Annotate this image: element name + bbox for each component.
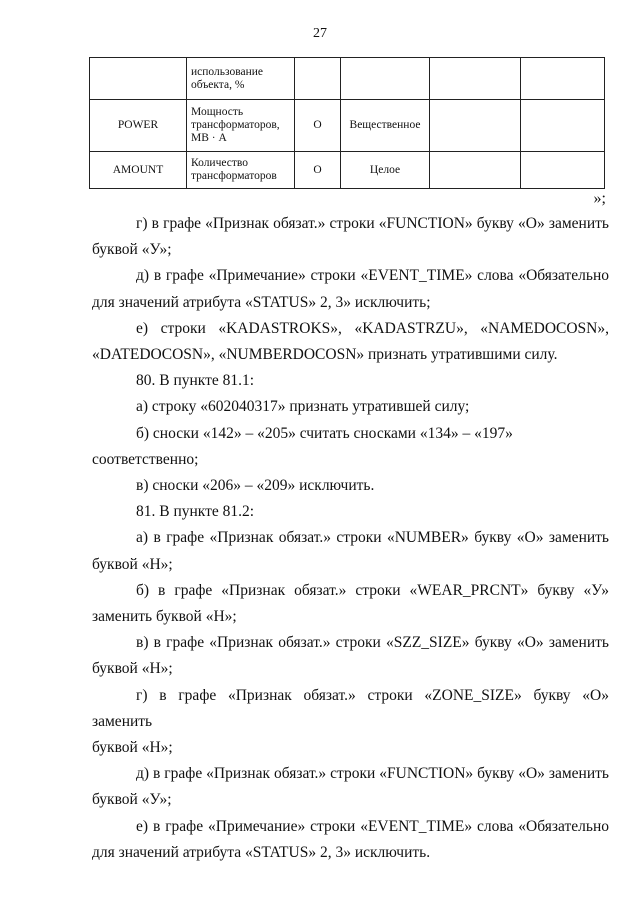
text-line: буквой «Н»; (92, 660, 173, 678)
table-cell (430, 58, 521, 100)
attribute-table (89, 57, 605, 189)
text-line: для значений атрибута «STATUS» 2, 3» исключить. (92, 843, 431, 861)
table-cell: Мощность трансформаторов, МВ · А (187, 100, 295, 152)
table-cell (341, 58, 430, 100)
text-line: г) в графе «Признак обязат.» строки «FUNCTION» букву «О» заменить (136, 215, 609, 232)
text-line: а) в графе «Признак обязат.» строки «NUMBER» букву «О» заменить (136, 529, 609, 547)
table-cell (295, 58, 341, 100)
text-line: «DATEDOCOSN», «NUMBERDOCOSN» признать утратившими силу. (92, 346, 558, 364)
text-line: а) строку «602040317» признать утратившей силу; (136, 398, 470, 416)
table-cell: POWER (90, 100, 187, 152)
text-line: буквой «Н»; (92, 555, 173, 573)
table-cell: Целое (341, 152, 430, 189)
text-line: б) сноски «142» – «205» считать сносками «134» – «197» соответственно; (92, 424, 513, 468)
table-row (90, 100, 605, 152)
table-cell (521, 58, 605, 100)
table-cell: Количество трансформаторов (187, 152, 295, 189)
text-line: 81. В пункте 81.2: (136, 503, 255, 521)
table-cell (430, 152, 521, 189)
page-number: 27 (313, 26, 327, 41)
text-line: д) в графе «Признак обязат.» строки «FUNCTION» букву «О» заменить (136, 765, 609, 783)
table-cell (521, 100, 605, 152)
text-line: буквой «У»; (92, 241, 172, 259)
text-line: буквой «У»; (92, 791, 172, 809)
text-line: д) в графе «Примечание» строки «EVENT_TIME» слова «Обязательно (136, 267, 609, 285)
table-cell (90, 58, 187, 100)
closing-quote: »; (593, 190, 606, 207)
table-cell: О (295, 100, 341, 152)
text-line: б) в графе «Признак обязат.» строки «WEAR_PRCNT» букву «У» (136, 581, 609, 599)
text-line: буквой «Н»; (92, 739, 173, 757)
text-line: заменить буквой «Н»; (92, 608, 237, 626)
table-cell: AMOUNT (90, 152, 187, 189)
table-cell: О (295, 152, 341, 189)
document-body (92, 211, 609, 866)
table-row (90, 152, 605, 189)
table-row (90, 58, 605, 100)
text-line: е) строки «KADASTROKS», «KADASTRZU», «NAMEDOCOSN», (136, 319, 609, 337)
text-line: в) сноски «206» – «209» исключить. (136, 477, 375, 495)
text-line: для значений атрибута «STATUS» 2, 3» исключить; (92, 293, 431, 311)
text-line: г) в графе «Признак обязат.» строки «ZONE_SIZE» букву «О» заменить (92, 686, 609, 730)
text-line: е) в графе «Примечание» строки «EVENT_TIME» слова «Обязательно (136, 817, 609, 835)
table-cell (430, 100, 521, 152)
table-cell: Вещественное (341, 100, 430, 152)
table-cell (521, 152, 605, 189)
table-cell: использование объекта, % (187, 58, 295, 100)
text-line: в) в графе «Признак обязат.» строки «SZZ_SIZE» букву «О» заменить (136, 634, 609, 652)
text-line: 80. В пункте 81.1: (136, 372, 255, 390)
